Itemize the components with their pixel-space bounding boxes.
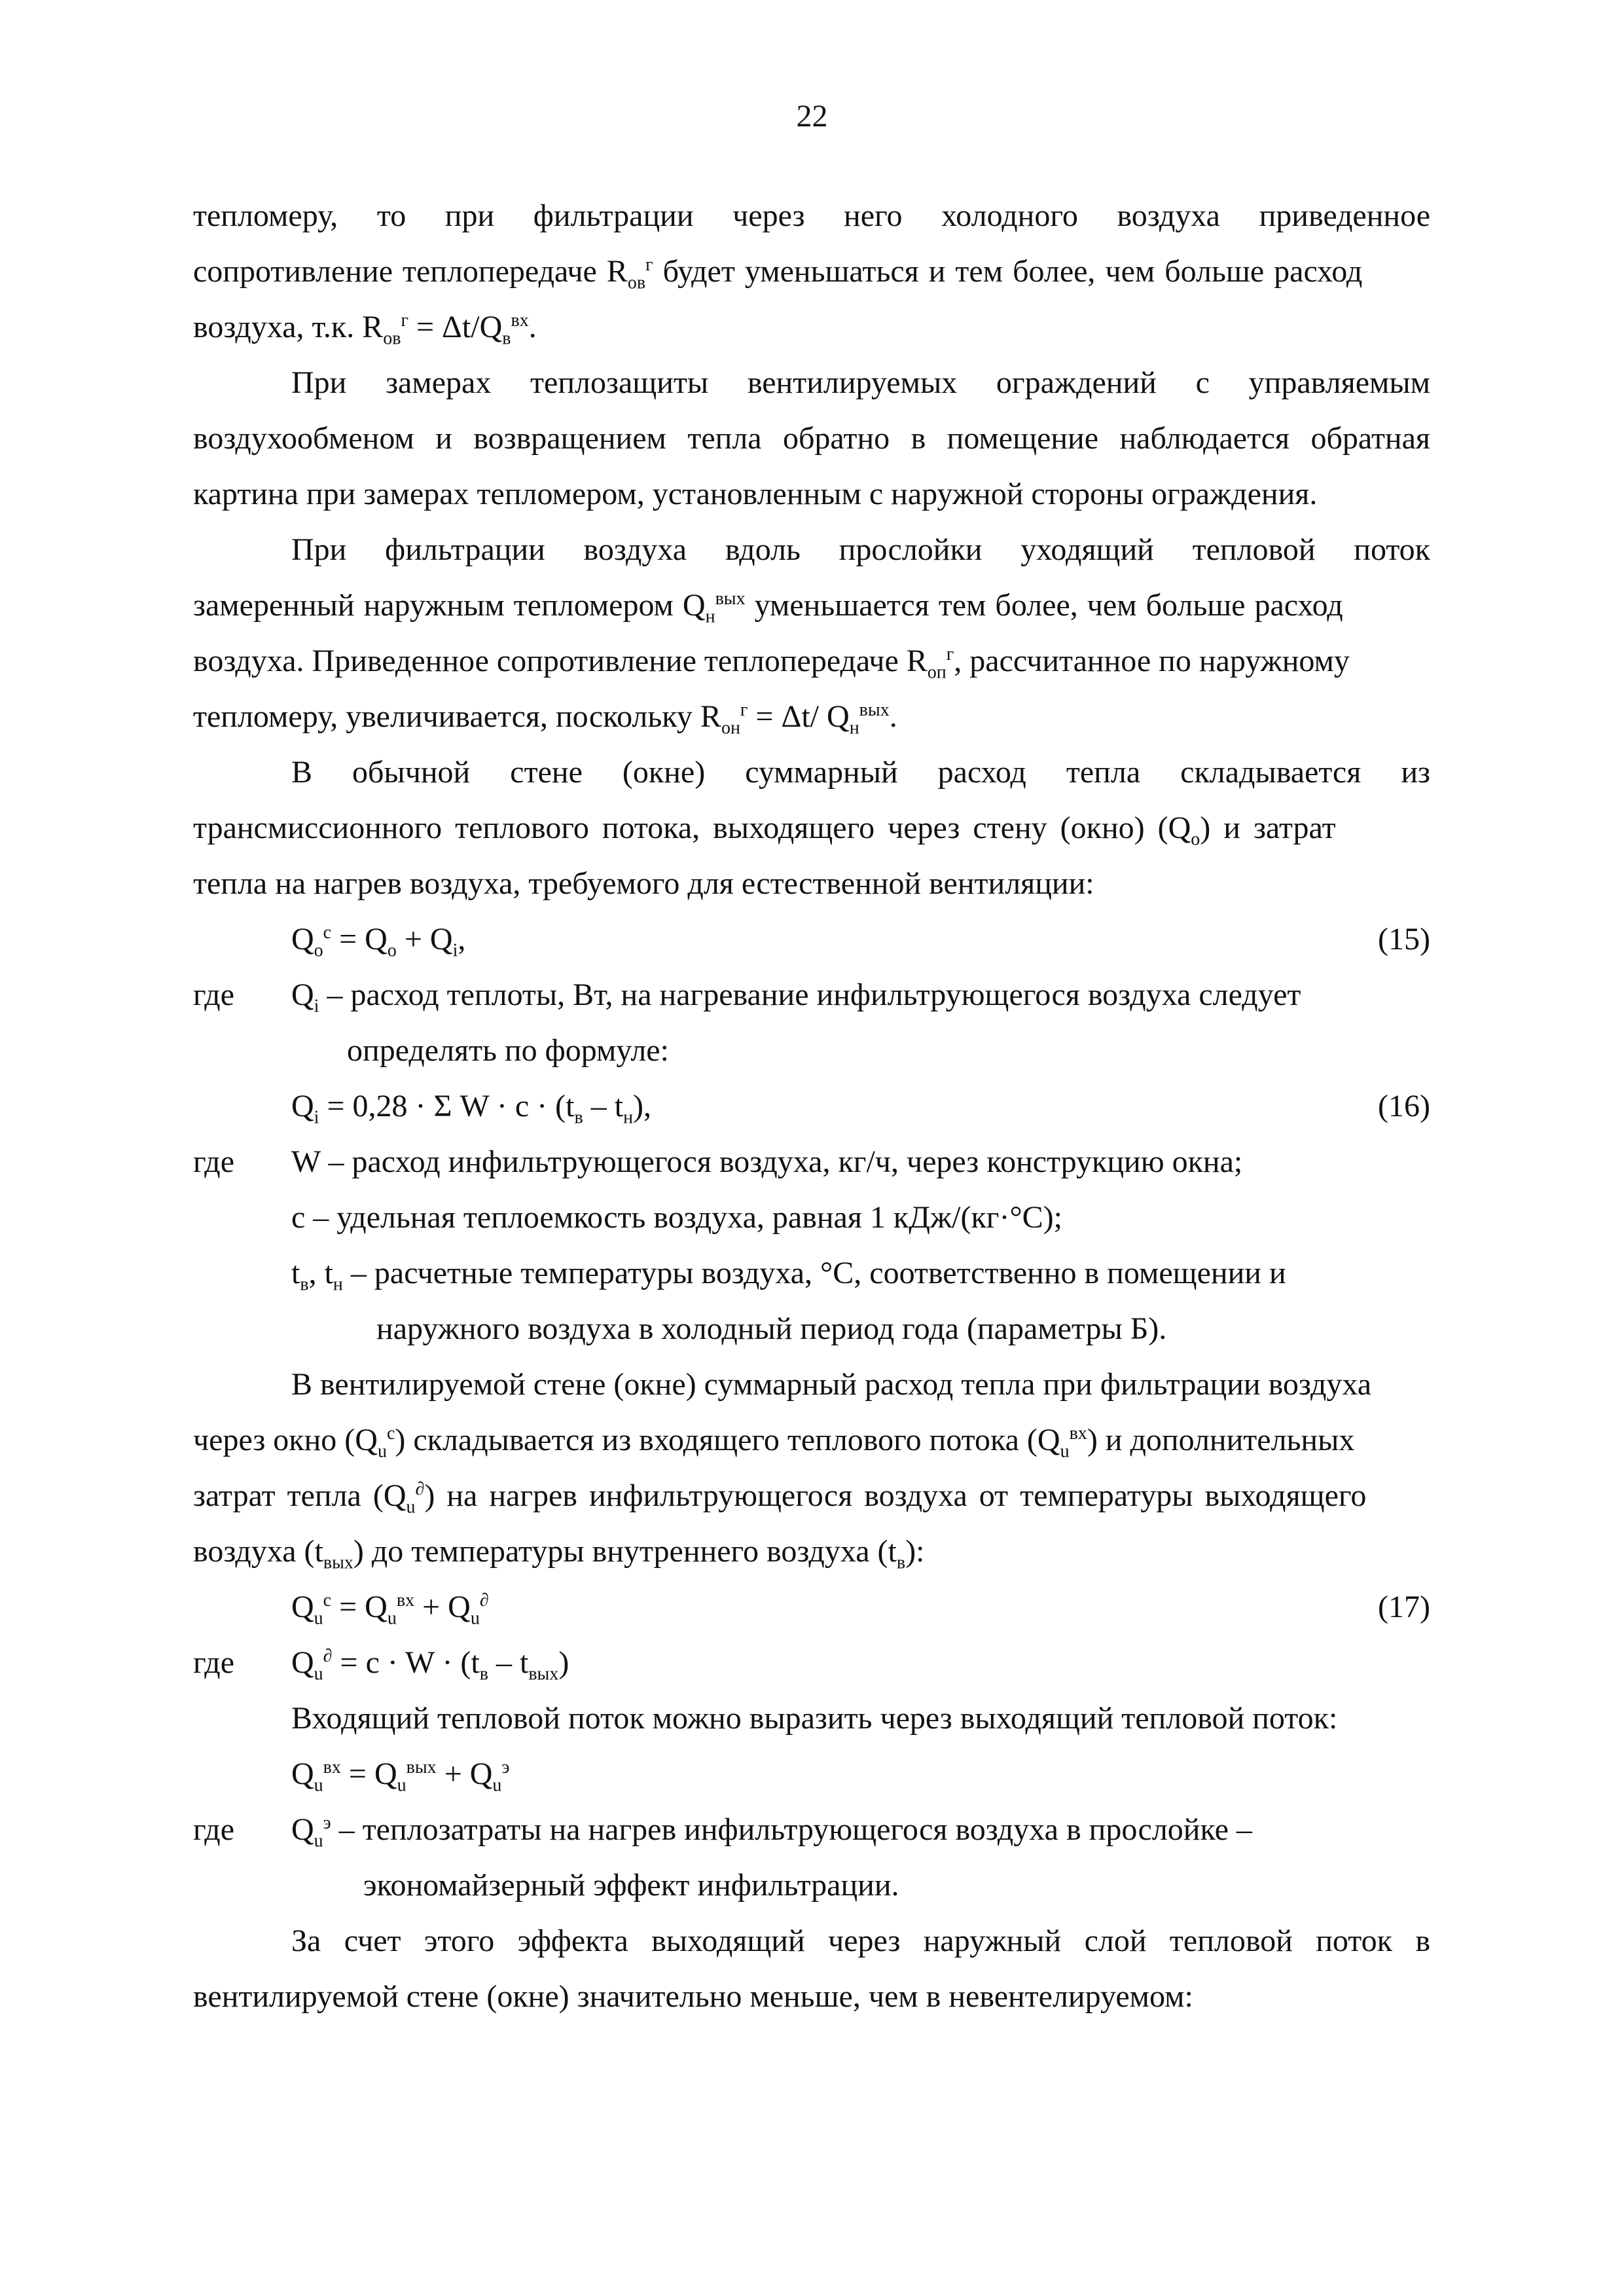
paragraph-line: тепломеру, то при фильтрации через него холодного воздуха приведенное: [193, 198, 1430, 233]
definition-continuation: экономайзерный эффект инфильтрации.: [363, 1868, 899, 1903]
definition-continuation: определять по формуле:: [347, 1033, 669, 1068]
equation-18: $Q_u^{вх} = Q_u^{вых} + Q_u^э$: [291, 1757, 510, 1796]
definition-line: $t_в$, $t_н$ – расчетные температуры воздуха, °С, соответственно в помещении и: [291, 1256, 1286, 1295]
definition-line: W – расход инфильтрующегося воздуха, кг/ч, через конструкцию окна;: [291, 1144, 1243, 1179]
paragraph-line: затрат тепла $(Q_u^\partial)$ на нагрев инфильтрующегося воздуха от температуры выходящего: [193, 1478, 1367, 1518]
paragraph-line: Входящий тепловой поток можно выразить через выходящий тепловой поток:: [291, 1701, 1338, 1736]
definition-continuation: наружного воздуха в холодный период года (параметры Б).: [376, 1311, 1167, 1346]
paragraph-line: сопротивление теплопередаче $R_{ов}^г$ будет уменьшаться и тем более, чем больше расход: [193, 254, 1363, 293]
paragraph-line: через окно $(Q_u^с)$ складывается из входящего теплового потока $(Q_u^{вх})$ и дополнительных: [193, 1423, 1355, 1462]
equation-16: $Q_i = 0,28 \cdot \Sigma$ $W \cdot c \cdot (t_в - t_н)$,: [291, 1089, 652, 1128]
equation-number: (17): [1378, 1590, 1430, 1624]
paragraph-line: трансмиссионного теплового потока, выходящего через стену (окно) $(Q_о)$ и затрат: [193, 811, 1336, 850]
paragraph-line: воздуха. Приведенное сопротивление теплопередаче $R_{оп}^г$, рассчитанное по наружному: [193, 644, 1350, 683]
paragraph-line: В вентилируемой стене (окне) суммарный расход тепла при фильтрации воздуха: [291, 1367, 1372, 1402]
equation-17: $Q_u^с = Q_u^{вх} + Q_u^\partial$: [291, 1590, 489, 1629]
paragraph-line: вентилируемой стене (окне) значительно меньше, чем в невентелируемом:: [193, 1979, 1193, 2014]
where-label: где: [193, 977, 235, 1012]
equation-number: (16): [1378, 1089, 1430, 1123]
where-label: где: [193, 1645, 235, 1680]
definition-line: c – удельная теплоемкость воздуха, равная 1 кДж/(кг·°С);: [291, 1200, 1062, 1235]
equation-number: (15): [1378, 922, 1430, 957]
equation-15: $Q_о^с = Q_о + Q_i$,: [291, 922, 466, 961]
paragraph-line: При фильтрации воздуха вдоль прослойки уходящий тепловой поток: [291, 532, 1430, 567]
where-label: где: [193, 1144, 235, 1179]
definition-line: $Q_u^э$ – теплозатраты на нагрев инфильтрующегося воздуха в прослойке –: [291, 1812, 1252, 1851]
definition-line: $Q_i$ – расход теплоты, Вт, на нагревание инфильтрующегося воздуха следует: [291, 977, 1301, 1017]
paragraph-line: В обычной стене (окне) суммарный расход тепла складывается из: [291, 755, 1430, 790]
paragraph-line: воздуха, т.к. $R_{ов}^г = \Delta t/Q_в^{вх}$.: [193, 310, 537, 349]
paragraph-line: тепломеру, увеличивается, поскольку $R_{он}^г = \Delta t/$ $Q_н^{вых}$.: [193, 699, 897, 738]
definition-line: $Q_u^\partial = c \cdot W \cdot (t_в - t_{вых})$: [291, 1645, 569, 1685]
paragraph-line: воздухообменом и возвращением тепла обратно в помещение наблюдается обратная: [193, 421, 1430, 456]
paragraph-line: воздуха $(t_{вых})$ до температуры внутреннего воздуха $(t_в)$:: [193, 1534, 925, 1573]
paragraph-line: За счет этого эффекта выходящий через наружный слой тепловой поток в: [291, 1923, 1430, 1958]
page-number: 22: [796, 99, 828, 134]
where-label: где: [193, 1812, 235, 1847]
paragraph-line: При замерах теплозащиты вентилируемых ограждений с управляемым: [291, 365, 1430, 400]
paragraph-line: картина при замерах тепломером, установленным с наружной стороны ограждения.: [193, 477, 1318, 511]
paragraph-line: замеренный наружным тепломером $Q_н^{вых}$ уменьшается тем более, чем больше расход: [193, 588, 1343, 627]
paragraph-line: тепла на нагрев воздуха, требуемого для естественной вентиляции:: [193, 866, 1094, 901]
